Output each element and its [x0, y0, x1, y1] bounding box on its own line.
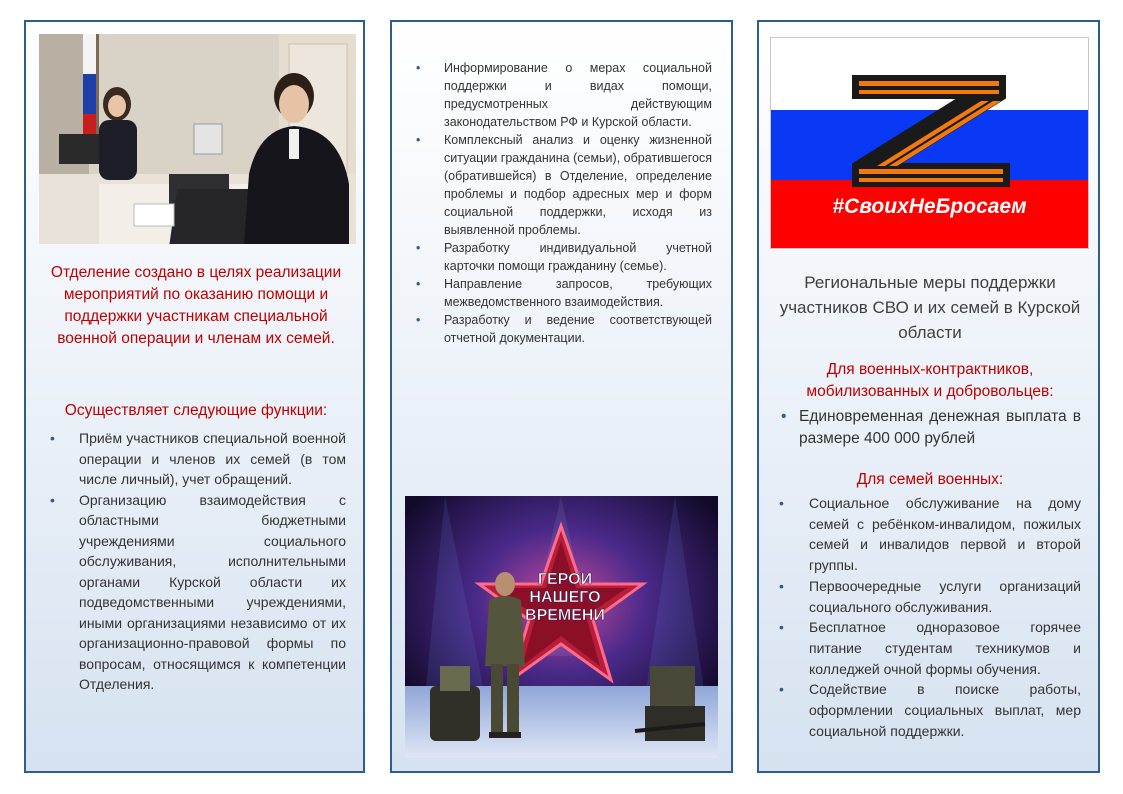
right-panel	[757, 20, 1100, 773]
svoih-ne-brosaem-flag	[770, 37, 1089, 249]
star-text-line2: НАШЕГО	[529, 589, 601, 606]
star-text-line3: ВРЕМЕНИ	[525, 607, 605, 624]
functions-list-middle	[412, 59, 712, 347]
heroes-stage-image	[405, 496, 718, 758]
military-heading: Для военных-контрактников, мобилизованных и добровольцев:	[806, 361, 1054, 400]
office-photo	[39, 34, 356, 244]
list-item: • Содействие в поиске работы, оформлении социальных выплат, мер социальной поддержки.	[775, 679, 1081, 741]
list-item: • Информирование о мерах социальной поддержки и видах помощи, предусмотренных действующим законодательством РФ и Курской области.	[412, 59, 712, 131]
list-item: • Приём участников специальной военной операции и членов их семей (в том числе личный), учет обращений.	[46, 428, 346, 490]
intro-text: Отделение создано в целях реализации мероприятий по оказанию помощи и поддержки участникам специальной военной операции и членам их семей.	[50, 264, 342, 347]
star-text-line1: ГЕРОИ	[537, 571, 593, 588]
functions-heading: Осуществляет следующие функции:	[64, 402, 328, 419]
families-heading: Для семей военных:	[856, 471, 1004, 488]
list-item: • Разработку и ведение соответствующей отчетной документации.	[412, 311, 712, 347]
support-title: Региональные меры поддержки участников СВО и их семей в Курской области	[779, 273, 1081, 342]
list-item: • Единовременная денежная выплата в размере 400 000 рублей	[775, 406, 1081, 450]
list-item: • Организацию взаимодействия с областными бюджетными учреждениями социального обслуживания, исполнительными органами Курской области их подведомственными учреждениями, иными организациями независимо от их организационно-правовой формы по вопросам, относящимся к компетенции Отделения.	[46, 490, 346, 695]
list-item: • Разработку индивидуальной учетной карточки помощи гражданину (семье).	[412, 239, 712, 275]
list-item: • Социальное обслуживание на дому семей с ребёнком-инвалидом, пожилых семей и инвалидов первой и второй группы.	[775, 493, 1081, 576]
list-item: • Бесплатное одноразовое горячее питание студентам техникумов и колледжей очной формы обучения.	[775, 617, 1081, 679]
family-measures-list	[775, 493, 1081, 741]
left-panel	[24, 20, 365, 773]
list-item: • Направление запросов, требующих межведомственного взаимодействия.	[412, 275, 712, 311]
middle-panel	[390, 20, 733, 773]
list-item: • Комплексный анализ и оценку жизненной ситуации гражданина (семьи), обратившегося (обратившейся) в Отделение, определение проблемы и подбор адресных мер и форм социальной поддержки, исходя из выявленной проблемы.	[412, 131, 712, 239]
z-ribbon-icon	[845, 68, 1017, 192]
hashtag-text: #СвоихНеБросаем	[832, 195, 1027, 218]
functions-list-left	[46, 428, 346, 695]
list-item: • Первоочередные услуги организаций социального обслуживания.	[775, 576, 1081, 617]
office-photo-image	[39, 34, 356, 244]
military-measures-list	[775, 406, 1081, 450]
heroes-stage-photo	[405, 496, 718, 758]
